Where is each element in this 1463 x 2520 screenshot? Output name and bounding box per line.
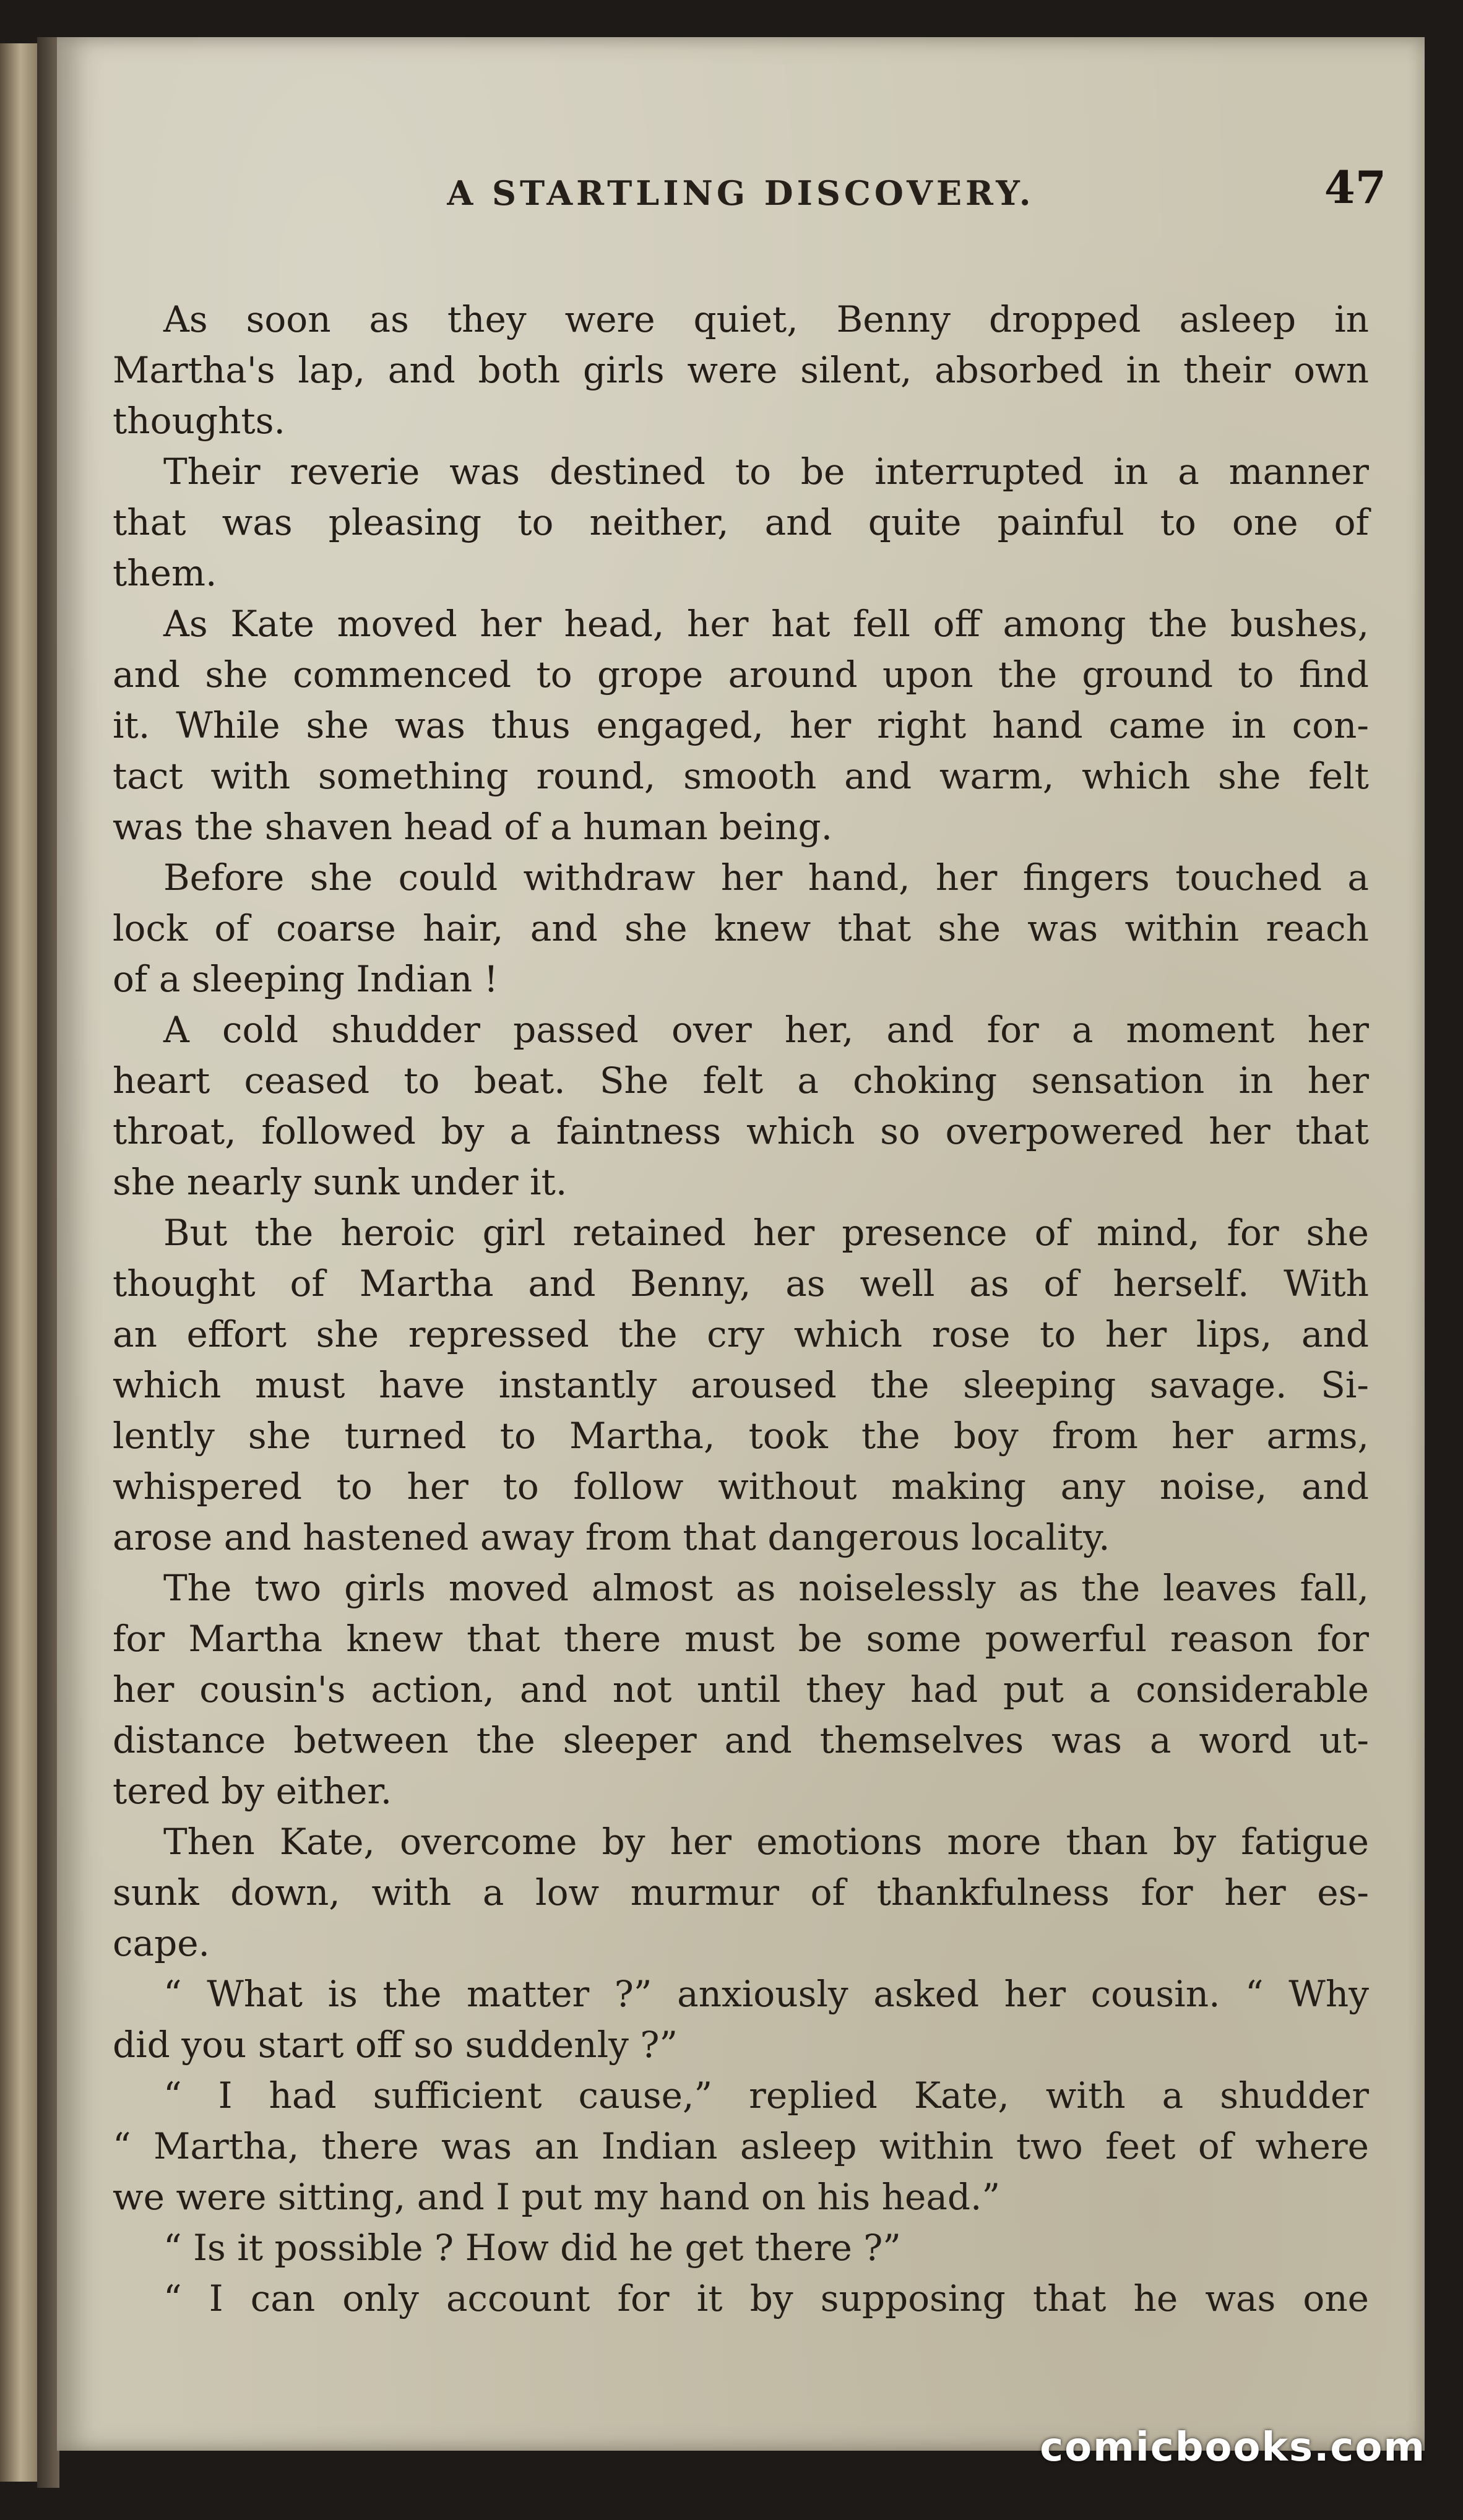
text-line: “ I had sufficient cause,” replied Kate, with a shudder bbox=[163, 2074, 1369, 2117]
text-line: she nearly sunk under it. bbox=[113, 1161, 568, 1203]
text-line: thought of Martha and Benny, as well as of herself. With bbox=[113, 1262, 1369, 1305]
text-line: “ Martha, there was an Indian asleep within two feet of where bbox=[113, 2125, 1369, 2167]
text-line: distance between the sleeper and themselves was a word ut- bbox=[113, 1719, 1369, 1761]
text-line: her cousin's action, and not until they had put a considerable bbox=[113, 1668, 1369, 1711]
page-number: 47 bbox=[1324, 161, 1386, 214]
text-line: throat, followed by a faintness which so overpowered her that bbox=[113, 1110, 1369, 1152]
text-line: whispered to her to follow without making any noise, and bbox=[113, 1465, 1369, 1508]
text-line: sunk down, with a low murmur of thankfulness for her es- bbox=[113, 1871, 1369, 1914]
text-line: was the shaven head of a human being. bbox=[113, 806, 833, 848]
text-line: for Martha knew that there must be some powerful reason for bbox=[113, 1618, 1369, 1660]
watermark: comicbooks.com bbox=[1040, 2425, 1426, 2470]
running-head: A STARTLING DISCOVERY. bbox=[447, 173, 1035, 213]
text-line: As Kate moved her head, her hat fell off among the bushes, bbox=[163, 603, 1369, 645]
text-line: it. While she was thus engaged, her right hand came in con- bbox=[113, 704, 1369, 746]
text-line: lock of coarse hair, and she knew that she was within reach bbox=[113, 907, 1369, 949]
text-line: Their reverie was destined to be interrupted in a manner bbox=[163, 451, 1369, 493]
adjacent-page-edge bbox=[0, 43, 37, 2482]
text-line: lently she turned to Martha, took the boy from her arms, bbox=[113, 1415, 1369, 1457]
book-gutter bbox=[37, 37, 59, 2488]
text-line: “ I can only account for it by supposing that he was one bbox=[163, 2277, 1369, 2319]
text-line: did you start off so suddenly ?” bbox=[113, 2024, 678, 2066]
text-line: of a sleeping Indian ! bbox=[113, 958, 499, 1000]
text-line: But the heroic girl retained her presence of mind, for she bbox=[163, 1212, 1369, 1254]
text-line: arose and hastened away from that dangerous locality. bbox=[113, 1516, 1110, 1558]
text-line: we were sitting, and I put my hand on his head.” bbox=[113, 2176, 1001, 2218]
text-line: Martha's lap, and both girls were silent, absorbed in their own bbox=[113, 349, 1369, 391]
text-line: an effort she repressed the cry which rose to her lips, and bbox=[113, 1313, 1369, 1355]
text-line: A cold shudder passed over her, and for a moment her bbox=[163, 1009, 1369, 1051]
text-line: which must have instantly aroused the sleeping savage. Si- bbox=[113, 1364, 1369, 1406]
text-line: that was pleasing to neither, and quite painful to one of bbox=[113, 501, 1369, 543]
text-line: As soon as they were quiet, Benny dropped asleep in bbox=[163, 298, 1369, 340]
text-line: tered by either. bbox=[113, 1770, 392, 1812]
text-line: thoughts. bbox=[113, 400, 285, 442]
text-line: and she commenced to grope around upon the ground to find bbox=[113, 654, 1369, 696]
text-line: The two girls moved almost as noiselessly as the leaves fall, bbox=[163, 1567, 1369, 1609]
text-line: Before she could withdraw her hand, her fingers touched a bbox=[163, 857, 1369, 899]
text-line: Then Kate, overcome by her emotions more than by fatigue bbox=[163, 1821, 1369, 1863]
text-line: them. bbox=[113, 552, 217, 594]
text-line: “ Is it possible ? How did he get there ?” bbox=[163, 2227, 901, 2269]
body-text bbox=[113, 294, 1369, 2324]
text-line: “ What is the matter ?” anxiously asked her cousin. “ Why bbox=[163, 1973, 1369, 2015]
book-page bbox=[57, 37, 1425, 2451]
text-line: tact with something round, smooth and warm, which she felt bbox=[113, 755, 1369, 797]
text-line: cape. bbox=[113, 1922, 210, 1964]
text-line: heart ceased to beat. She felt a choking sensation in her bbox=[113, 1059, 1369, 1102]
